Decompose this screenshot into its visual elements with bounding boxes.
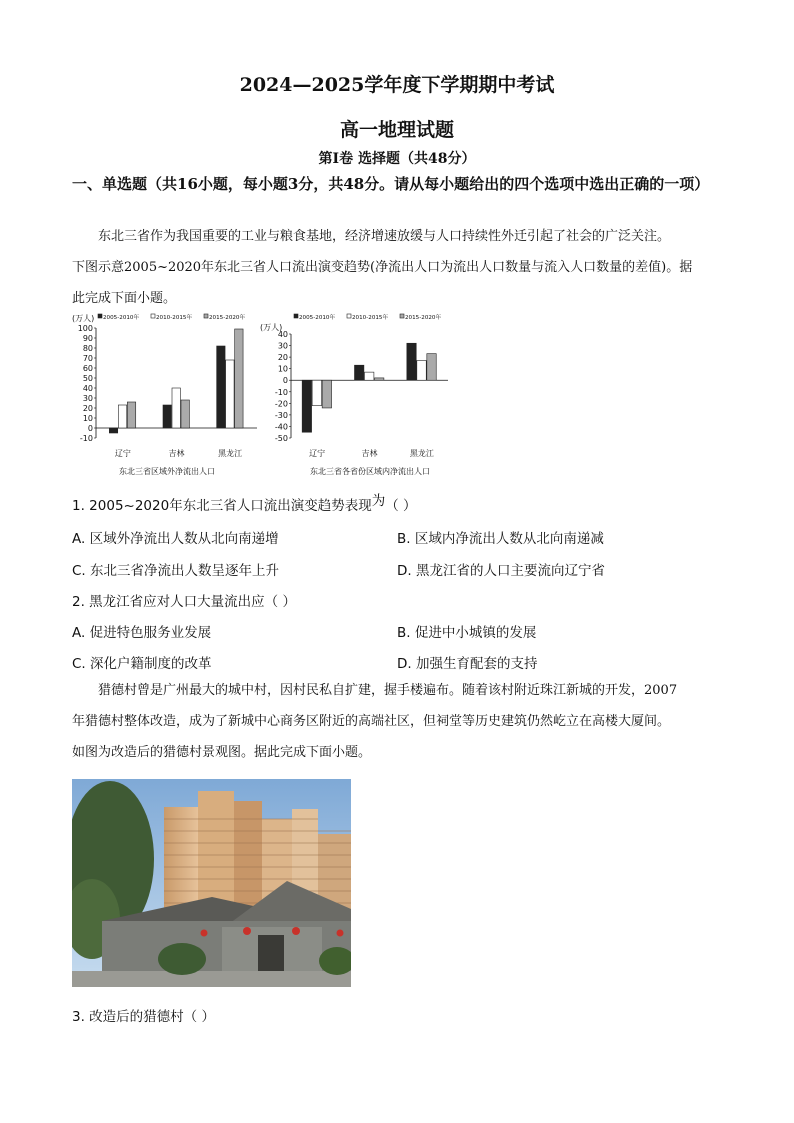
y-tick-label: 80	[82, 344, 93, 353]
category-label: 吉林	[168, 449, 185, 458]
q1-paren: （ ）	[385, 498, 417, 514]
passage1-line1: 东北三省作为我国重要的工业与粮食基地，经济增速放缓与人口持续性外迁引起了社会的广泛关注。	[98, 229, 671, 244]
bar-吉林-0	[163, 405, 171, 428]
legend-label-1: 2010-2015年	[156, 315, 193, 321]
q1-option-a[interactable]: A. 区域外净流出人数从北向南递增	[72, 531, 279, 547]
category-label: 辽宁	[114, 449, 131, 458]
y-tick-label: 30	[277, 341, 288, 351]
q1-stem-tail: 为	[371, 493, 386, 509]
chart1-legend	[98, 313, 245, 321]
legend-swatch-0	[294, 314, 298, 318]
q2-option-c[interactable]: C. 深化户籍制度的改革	[72, 656, 212, 672]
category-label: 吉林	[361, 449, 378, 458]
part-heading: 第Ⅰ卷 选择题（共48分）	[318, 151, 476, 167]
y-tick-label: -30	[274, 410, 288, 420]
chart1-ylabel: (万人)	[72, 314, 95, 323]
bar-吉林-2	[375, 378, 384, 380]
question-1-stem	[72, 494, 417, 514]
bar-辽宁-2	[322, 380, 331, 408]
y-tick-label: 40	[277, 330, 288, 339]
category-label: 辽宁	[309, 449, 326, 458]
y-tick-label: 0	[282, 376, 288, 386]
y-tick-label: -20	[274, 399, 288, 409]
legend-swatch-0	[98, 314, 102, 318]
passage2-line2: 年猎德村整体改造，成为了新城中心商务区附近的高端社区，但祠堂等历史建筑仍然屹立在高楼大厦间。	[72, 714, 671, 729]
legend-swatch-1	[347, 314, 351, 318]
section-heading: 一、单选题（共16小题，每小题3分，共48分。请从每小题给出的四个选项中选出正确的一项）	[72, 175, 710, 193]
bar-辽宁-2	[127, 402, 135, 428]
legend-swatch-2	[204, 314, 208, 318]
bar-辽宁-0	[109, 428, 117, 433]
question-2-stem: 2. 黑龙江省应对人口大量流出应（ ）	[72, 594, 296, 610]
bar-辽宁-1	[312, 380, 321, 405]
bar-吉林-2	[181, 400, 189, 428]
chart2-ylabel: (万人)	[260, 323, 283, 332]
legend-label-2: 2015-2020年	[209, 315, 246, 321]
legend-swatch-1	[151, 314, 155, 318]
bar-黑龙江-2	[235, 329, 243, 428]
q1-option-c[interactable]: C. 东北三省净流出人数呈逐年上升	[72, 563, 280, 579]
q1-stem-text: 1. 2005~2020年东北三省人口流出演变趋势表现	[72, 498, 372, 514]
q1-option-d[interactable]: D. 黑龙江省的人口主要流向辽宁省	[397, 563, 605, 579]
bar-黑龙江-1	[417, 361, 426, 381]
y-tick-label: -40	[274, 422, 288, 432]
q1-option-b[interactable]: B. 区域内净流出人数从北向南递减	[397, 531, 604, 547]
exam-subtitle: 高一地理试题	[339, 119, 454, 141]
y-tick-label: 10	[82, 414, 93, 423]
y-tick-label: 40	[82, 384, 93, 393]
y-tick-label: 70	[82, 354, 93, 363]
y-tick-label: 60	[82, 364, 93, 373]
bar-黑龙江-1	[226, 360, 234, 428]
category-label: 黑龙江	[218, 449, 243, 458]
legend-label-1: 2010-2015年	[352, 315, 389, 321]
bar-吉林-1	[172, 388, 180, 428]
chart2-legend	[294, 313, 441, 321]
q2-option-b[interactable]: B. 促进中小城镇的发展	[397, 625, 537, 641]
legend-swatch-2	[400, 314, 404, 318]
bar-黑龙江-2	[427, 354, 436, 381]
chart1-title: 东北三省区域外净流出人口	[119, 467, 215, 476]
y-tick-label: -50	[274, 434, 288, 443]
y-tick-label: -10	[274, 387, 288, 397]
exam-title: 2024—2025学年度下学期期中考试	[239, 74, 555, 96]
bar-黑龙江-0	[217, 346, 225, 428]
passage1-line3: 此完成下面小题。	[72, 291, 177, 306]
chart2-title: 东北三省各省份区域内净流出人口	[310, 467, 430, 476]
y-tick-label: 100	[77, 324, 93, 333]
question-3-stem: 3. 改造后的猎德村（ ）	[72, 1009, 215, 1025]
q2-option-d[interactable]: D. 加强生育配套的支持	[397, 656, 538, 672]
liede-village-photo	[72, 779, 351, 987]
bar-吉林-1	[365, 372, 374, 380]
passage1-line2: 下图示意2005~2020年东北三省人口流出演变趋势(净流出人口为流出人口数量与流入人口数量的差值)。据	[72, 260, 693, 275]
y-tick-label: 0	[87, 424, 93, 433]
bar-吉林-0	[355, 365, 364, 380]
bar-辽宁-0	[302, 380, 311, 432]
y-tick-label: 90	[82, 334, 93, 343]
y-tick-label: -10	[79, 434, 93, 443]
bar-黑龙江-0	[407, 343, 416, 380]
y-tick-label: 30	[82, 394, 93, 403]
chart-intraregional-outflow	[258, 310, 458, 480]
y-tick-label: 20	[277, 353, 288, 363]
y-tick-label: 50	[82, 374, 93, 383]
y-tick-label: 20	[82, 404, 93, 413]
chart-interregional-outflow	[72, 310, 262, 480]
legend-label-2: 2015-2020年	[405, 315, 442, 321]
q2-option-a[interactable]: A. 促进特色服务业发展	[72, 625, 212, 641]
legend-label-0: 2005-2010年	[103, 315, 140, 321]
category-label: 黑龙江	[409, 449, 434, 458]
legend-label-0: 2005-2010年	[299, 315, 336, 321]
passage2-line1: 猎德村曾是广州最大的城中村，因村民私自扩建，握手楼遍布。随着该村附近珠江新城的开发，2007	[98, 683, 678, 698]
y-tick-label: 10	[277, 364, 288, 374]
passage2-line3: 如图为改造后的猎德村景观图。据此完成下面小题。	[72, 745, 372, 760]
bar-辽宁-1	[118, 405, 126, 428]
